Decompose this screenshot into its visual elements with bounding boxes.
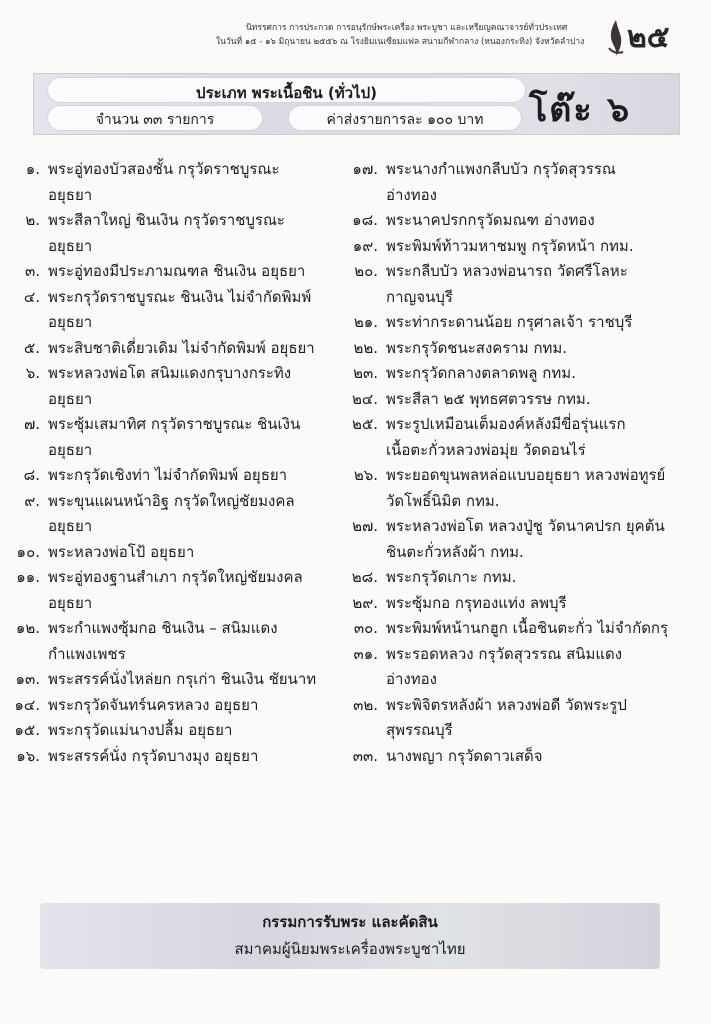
list-item (346, 157, 706, 208)
list-item (346, 514, 706, 565)
item-name: กำแพงเพชร (48, 644, 126, 663)
category-title-pill (47, 77, 526, 103)
table-number: โต๊ะ ๖ (529, 90, 632, 130)
item-number: ๑๗. (352, 160, 378, 178)
item-number: ๒๓. (353, 364, 378, 382)
item-name: พระอู่ทองฐานสำเภา กรุวัดใหญ่ชัยมงคล (48, 568, 303, 586)
list-item (8, 616, 338, 667)
item-name: พระกรุวัดแม่นางปลื้ม อยุธยา (48, 721, 233, 739)
list-item (8, 259, 338, 285)
list-item (346, 642, 706, 693)
item-name: พระหลวงพ่อโต สนิมแดงกรุบางกระทิง (48, 364, 292, 382)
item-name: พระพิจิตรหลังผ้า หลวงพ่อดี วัดพระรูป (386, 695, 627, 714)
item-number: ๑๘. (352, 211, 378, 229)
list-item (346, 310, 706, 336)
item-number: ๔. (23, 287, 40, 306)
item-count: จำนวน ๓๓ รายการ (95, 112, 215, 128)
list-item (346, 387, 706, 413)
item-name: พระนาคปรกกรุวัดมณฑ อ่างทอง (386, 211, 595, 229)
list-item (346, 591, 706, 617)
item-name: พระกรุวัดเชิงท่า ไม่จำกัดพิมพ์ อยุธยา (48, 466, 288, 484)
list-item (346, 208, 706, 234)
emblem-icon (605, 18, 627, 58)
item-name: อยุธยา (48, 236, 93, 255)
event-date-venue: ในวันที่ ๑๕ - ๑๖ มิถุนายน ๒๕๕๖ ณ โรงยิมเนเซียมแฟล สนามกีฬากลาง (หนองกระทิง) จังหวัดลำปาง (216, 37, 585, 47)
item-number: ๑๖. (16, 746, 40, 765)
item-number: ๒. (25, 211, 40, 229)
item-name: พระพิมพ์หน้านกฮูก เนื้อชินตะกั่ว ไม่จำกัดกรุ (386, 619, 669, 637)
entries-right-column (346, 157, 706, 769)
item-name: พระสรรค์นั่ง กรุวัดบางมุง อยุธยา (48, 746, 259, 765)
list-item (346, 412, 706, 463)
list-item (346, 336, 706, 362)
item-name: อยุธยา (48, 517, 93, 535)
item-name: พระสิบชาติเดี่ยวเดิม ไม่จำกัดพิมพ์ อยุธยา (48, 338, 315, 357)
item-name: พระรอดหลวง กรุวัดสุวรรณ สนิมแดง (386, 644, 623, 663)
item-name: พระกำแพงซุ้มกอ ชินเงิน – สนิมแดง (48, 619, 278, 637)
item-name: พระอู่ทองมีประภามณฑล ชินเงิน อยุธยา (48, 262, 306, 280)
category-title: ประเภท พระเนื้อชิน (ทั่วไป) (196, 84, 377, 102)
item-name: พระกรุวัดกลางตลาดพลู กทม. (386, 364, 576, 382)
item-name: พระสีลาใหญ่ ชินเงิน กรุวัดราชบูรณะ (48, 211, 285, 229)
item-name: พระขุนแผนหน้าอิฐ กรุวัดใหญ่ชัยมงคล (48, 491, 295, 510)
item-name: เนื้อตะกั่วหลวงพ่อมุ่ย วัดดอนไร่ (386, 440, 586, 459)
item-name: พระกลีบบัว หลวงพ่อนารถ วัดศรีโลหะ (386, 262, 628, 280)
item-number: ๓๒. (353, 695, 378, 714)
list-item (346, 616, 706, 642)
item-name: พระอู่ทองบัวสองชั้น กรุวัดราชบูรณะ (48, 160, 280, 178)
item-name: พระกรุวัดราชบูรณะ ชินเงิน ไม่จำกัดพิมพ์ (48, 287, 312, 306)
item-number: ๖. (25, 364, 40, 382)
item-name: กาญจนบุรี (386, 287, 453, 306)
item-name: อยุธยา (48, 185, 93, 204)
item-number: ๒๕. (351, 415, 378, 433)
item-name: พระสีลา ๒๕ พุทธศตวรรษ กทม. (386, 389, 591, 408)
item-number: ๒๗. (352, 517, 378, 535)
item-count-pill (47, 105, 263, 131)
item-name: พระหลวงพ่อโต หลวงปู่ชู วัดนาคปรก ยุคต้น (386, 517, 665, 535)
item-number: ๑. (25, 160, 40, 178)
item-name: พระนางกำแพงกลีบบัว กรุวัดสุวรรณ (386, 160, 616, 178)
item-name: อยุธยา (48, 593, 93, 612)
item-name: พระสรรค์นั่งไหล่ยก กรุเก่า ชินเงิน ชัยนาท (48, 670, 317, 688)
item-name: สุพรรณบุรี (386, 721, 453, 739)
item-number: ๒๙. (352, 593, 378, 612)
item-number: ๗. (23, 415, 40, 433)
item-number: ๒๔. (351, 389, 378, 408)
list-item (8, 667, 338, 693)
event-title: นิทรรศการ การประกวด การอนุรักษ์พระเครื่อง พระบูชา และเหรียญคณาจารย์ทั่วประเทศ (246, 23, 568, 33)
item-number: ๑๒. (15, 619, 40, 637)
list-item (8, 540, 338, 566)
item-name: พระรูปเหมือนเต็มองค์หลังมีขี่อรุ่นแรก (386, 415, 626, 433)
entry-fee-pill (288, 105, 522, 131)
item-number: ๑๕. (14, 721, 40, 739)
list-item (8, 336, 338, 362)
item-number: ๓๐. (353, 619, 378, 637)
item-number: ๑๙. (352, 236, 378, 255)
item-number: ๓. (24, 262, 40, 280)
item-number: ๒๖. (353, 466, 378, 484)
item-name: อยุธยา (48, 389, 93, 408)
list-item (8, 285, 338, 336)
list-item (346, 693, 706, 744)
list-item (8, 565, 338, 616)
association-name: สมาคมผู้นิยมพระเครื่องพระบูชาไทย (234, 940, 466, 958)
list-item (346, 463, 706, 514)
item-name: พระพิมพ์ท้าวมหาชมพู กรุวัดหน้า กทม. (386, 236, 634, 255)
item-name: พระกรุวัดจันทร์นครหลวง อยุธยา (48, 695, 259, 714)
item-number: ๒๑. (353, 313, 378, 331)
item-number: ๓๑. (353, 644, 378, 663)
item-number: ๑๐. (16, 542, 40, 561)
item-name: วัดโพธิ์นิมิต กทม. (386, 491, 500, 510)
item-name: พระยอดขุนพลหล่อแบบอยุธยา หลวงพ่อทูรย์ (386, 466, 666, 484)
item-name: พระซุ้มกอ กรุทองแท่ง ลพบุรี (386, 593, 567, 612)
item-number: ๒๐. (354, 262, 378, 280)
item-name: อยุธยา (48, 313, 93, 331)
list-item (8, 208, 338, 259)
item-number: ๓๓. (352, 746, 378, 765)
item-name: อ่างทอง (386, 670, 437, 688)
list-item (8, 693, 338, 719)
list-item (8, 744, 338, 770)
item-number: ๙. (24, 491, 40, 510)
item-number: ๘. (23, 466, 40, 484)
item-name: พระกรุวัดเกาะ กทม. (386, 568, 517, 586)
item-number: ๒๘. (351, 568, 378, 586)
list-item (8, 718, 338, 744)
item-number: ๑๑. (16, 568, 40, 586)
item-name: พระหลวงพ่อโป้ อยุธยา (48, 542, 195, 561)
entries-left-column (8, 157, 338, 769)
list-item (346, 259, 706, 310)
item-name: พระกรุวัดชนะสงคราม กทม. (386, 338, 568, 357)
page-header (180, 18, 705, 68)
committee-title: กรรมการรับพระ และคัดสิน (262, 913, 438, 931)
category-banner (33, 73, 680, 135)
item-name: พระซุ้มเสมาทิศ กรุวัดราชบูรณะ ชินเงิน (48, 415, 301, 433)
page-number: ๒๕ (627, 20, 670, 55)
item-number: ๑๔. (14, 695, 40, 714)
list-item (8, 489, 338, 540)
entry-fee: ค่าส่งรายการละ ๑๐๐ บาท (326, 112, 484, 128)
list-item (346, 744, 706, 770)
item-number: ๒๒. (353, 338, 378, 357)
item-name: อ่างทอง (386, 185, 437, 204)
list-item (346, 565, 706, 591)
list-item (346, 234, 706, 260)
committee-footer (40, 903, 660, 969)
item-name: นางพญา กรุวัดดาวเสด็จ (386, 746, 543, 765)
item-name: อยุธยา (48, 440, 93, 459)
list-item (8, 157, 338, 208)
list-item (8, 463, 338, 489)
list-item (8, 412, 338, 463)
list-item (8, 361, 338, 412)
item-number: ๑๓. (15, 670, 40, 688)
list-item (346, 361, 706, 387)
item-name: ชินตะกั่วหลังผ้า กทม. (386, 542, 524, 561)
item-name: พระท่ากระดานน้อย กรุศาลเจ้า ราชบุรี (386, 313, 633, 331)
item-number: ๕. (23, 338, 40, 357)
